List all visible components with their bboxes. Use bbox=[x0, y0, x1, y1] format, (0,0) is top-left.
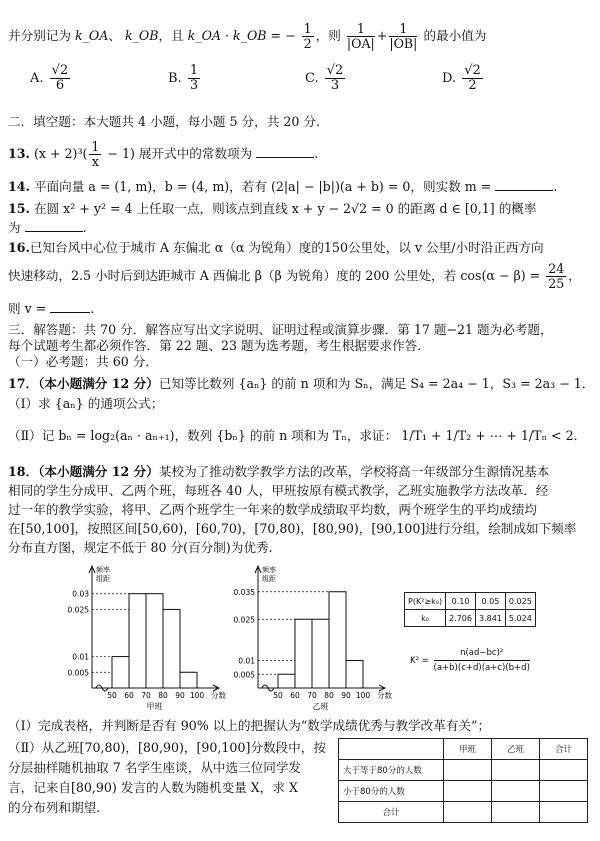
q17-part2-text: （Ⅱ）记 bₙ = log₂(aₙ · aₙ₊₁)，数列 {bₙ} 的前 n 项和为 Tₙ，求证： bbox=[8, 428, 398, 443]
x-tick-label: 50 bbox=[273, 691, 283, 700]
table-cell-input[interactable] bbox=[540, 781, 588, 802]
table-cell-input[interactable] bbox=[444, 781, 492, 802]
q17-text: 已知等比数列 {aₙ} 的前 n 项和为 Sₙ，满足 S₄ = 2a₄ − 1，S₃ = 2a₃ − 1． bbox=[158, 376, 595, 391]
option-den: 6 bbox=[55, 78, 65, 93]
x-tick-label: 70 bbox=[141, 691, 151, 700]
q16-line1 bbox=[8, 240, 594, 256]
k-cell: 2.706 bbox=[446, 610, 476, 627]
q12-stem-a: 并分别记为 bbox=[8, 28, 71, 43]
k-cell: 0.025 bbox=[505, 593, 535, 610]
q18-line4: 在[50,100]，按照区间[50,60)，[60,70)，[70,80)，[80,90)，[90,100]进行分组，绘制成如下频率 bbox=[8, 521, 577, 536]
q16-text-3: 则 v = bbox=[8, 301, 47, 316]
q12-k-oa: k_OA bbox=[74, 28, 109, 43]
section2-heading: 二．填空题：本大题共 4 小题，每小题 5 分，共 20 分. bbox=[8, 114, 320, 129]
q12-frac1 bbox=[347, 22, 375, 51]
q13-number: 13. bbox=[8, 146, 30, 161]
q14-number: 14. bbox=[8, 179, 30, 194]
q16-line2: 快速移动，2.5 小时后到达距城市 A 西偏北 β（β 为锐角）度的 200 公里处，若 cos(α − β) = $\frac{24}{25}$ ， bbox=[8, 261, 581, 291]
k-table-row bbox=[405, 593, 536, 610]
x-tick-label: 90 bbox=[175, 691, 185, 700]
y-label: 频率 bbox=[262, 566, 276, 574]
q12-k-ob: k_OB bbox=[124, 28, 159, 43]
x-label: 分数 bbox=[211, 691, 226, 700]
k-cell: 5.024 bbox=[505, 610, 535, 627]
y-tick-label: 0.025 bbox=[67, 605, 89, 615]
histogram-bar bbox=[346, 661, 363, 689]
q15-text: 在圆 x² + y² = 4 上任取一点，则该点到直线 x + y − 2√2 = 0 的距离 d ∈ [0,1] 的概率 bbox=[33, 201, 537, 216]
histogram-bar bbox=[312, 619, 329, 688]
q18-part1: （Ⅰ）完成表格，并判断是否有 90% 以上的把握认为“数学成绩优秀与教学改革有关”； bbox=[8, 718, 491, 733]
q12-stem-b: ，且 bbox=[158, 28, 184, 43]
k-cell: 3.841 bbox=[475, 610, 505, 627]
formula-lhs: K² = bbox=[410, 656, 429, 666]
k-square-table bbox=[404, 592, 536, 627]
y-tick-label: 0.01 bbox=[238, 656, 255, 666]
table-row bbox=[339, 781, 588, 802]
q12-option-b bbox=[168, 64, 202, 93]
formula-num: n(ad−bc)² bbox=[434, 646, 530, 661]
q15-text-2: 为 bbox=[8, 220, 21, 235]
histogram-bar bbox=[278, 674, 295, 688]
y-label: 组距 bbox=[96, 575, 110, 583]
q12-stem: 并分别记为 k_OA、 k_OB，且 k_OA · k_OB = − $\frac{1}{2}$ ，则 $\frac{1}{|OA|}$ + $\frac{1}{|OB|}$ 的最小值为 bbox=[8, 21, 487, 51]
q12-stem-d: 的最小值为 bbox=[423, 28, 487, 43]
y-label: 频率 bbox=[96, 566, 110, 574]
table-row-label: 合计 bbox=[339, 802, 444, 823]
q15-number: 15. bbox=[8, 201, 30, 216]
table-cell-input[interactable] bbox=[492, 760, 540, 781]
q16-text-2: 快速移动，2.5 小时后到达距城市 A 西偏北 β（β 为锐角）度的 200 公里处，若 cos(α − β) = bbox=[8, 268, 541, 283]
q12-product: k_OA · k_OB = − bbox=[187, 28, 296, 43]
q12-half-den: 2 bbox=[303, 36, 312, 51]
x-tick-label: 60 bbox=[290, 691, 300, 700]
option-num: √2 bbox=[464, 63, 481, 78]
q16-number: 16. bbox=[8, 240, 30, 255]
q14: 14. 平面向量 a = (1, m)，b = (4, m)，若有 (2|a| − |b|)(a + b) = 0，则实数 m = . bbox=[8, 179, 558, 194]
q16-line3: 则 v = . bbox=[8, 301, 95, 316]
k-cell: 0.05 bbox=[475, 593, 505, 610]
q13-frac-den: x bbox=[91, 154, 99, 169]
q14-answer-blank[interactable] bbox=[495, 178, 553, 191]
q13-text-b: − 1) 展开式中的常数项为 bbox=[103, 146, 253, 161]
q17-stem bbox=[8, 376, 594, 392]
q18-part2-line2: 分层抽样随机抽取 7 名学生座谈，从中选三位同学发 bbox=[8, 760, 302, 775]
q17-part2 bbox=[8, 428, 594, 444]
contingency-table bbox=[338, 738, 588, 823]
q17-part2-sum: 1/T₁ + 1/T₂ + ⋯ + 1/Tₙ < 2． bbox=[401, 428, 587, 443]
q18-line5: 分布直方图，规定不低于 80 分(百分制)为优秀. bbox=[8, 540, 273, 555]
q13-text-a: (x + 2)³( bbox=[33, 146, 88, 161]
x-tick-label: 90 bbox=[341, 691, 351, 700]
histogram-class-b bbox=[228, 560, 400, 710]
table-row-label: 大于等于80分的人数 bbox=[339, 760, 444, 781]
q18-text-1: 某校为了推动数学教学方法的改革，学校将高一年级部分生源情况基本 bbox=[158, 464, 550, 479]
q12-frac1-num: 1 bbox=[347, 22, 375, 37]
q14-text: 平面向量 a = (1, m)，b = (4, m)，若有 (2|a| − |b|)(a + b) = 0，则实数 m = bbox=[33, 179, 492, 194]
q18-line1 bbox=[8, 464, 594, 480]
y-label: 组距 bbox=[262, 575, 276, 583]
q16-frac-den: 25 bbox=[548, 276, 565, 291]
x-tick-label: 50 bbox=[107, 691, 117, 700]
table-cell-input[interactable] bbox=[444, 802, 492, 823]
x-label: 分数 bbox=[377, 691, 392, 700]
q18-line2: 相同的学生分成甲、乙两个班，每班各 40 人，甲班按原有模式教学，乙班实施教学方法改革．经 bbox=[8, 483, 549, 498]
q18-part2-line3: 言，记来自[80,90) 发言的人数为随机变量 X，求 X bbox=[8, 780, 298, 795]
option-num: √2 bbox=[51, 63, 69, 78]
y-tick-label: 0.035 bbox=[233, 587, 255, 597]
table-cell-input[interactable] bbox=[444, 760, 492, 781]
table-cell-input[interactable] bbox=[492, 802, 540, 823]
histogram-bar bbox=[129, 594, 146, 688]
q12-half bbox=[302, 22, 314, 51]
y-tick-label: 0.03 bbox=[72, 589, 89, 599]
option-num: 1 bbox=[189, 63, 199, 78]
table-row bbox=[339, 802, 588, 823]
x-tick-label: 70 bbox=[307, 691, 317, 700]
table-cell-input[interactable] bbox=[540, 760, 588, 781]
q13-answer-blank[interactable] bbox=[256, 145, 314, 158]
x-tick-label: 100 bbox=[189, 691, 205, 700]
q13-frac bbox=[89, 140, 101, 169]
histogram-class-a bbox=[62, 560, 232, 710]
q12-frac2-den: |OB| bbox=[389, 36, 418, 51]
k-table-row bbox=[405, 610, 536, 627]
option-label: C. bbox=[305, 71, 319, 86]
q18-head: 18．（本小题满分 12 分） bbox=[8, 464, 159, 479]
histogram-bar bbox=[146, 594, 163, 688]
k-square-formula bbox=[410, 646, 532, 675]
q12-option-c bbox=[305, 64, 347, 93]
q18-part2-line4: 的分布列和期望. bbox=[8, 800, 101, 815]
table-row-label: 小于80分的人数 bbox=[339, 781, 444, 802]
q18-part2-line1: （Ⅱ）从乙班[70,80)，[80,90)，[90,100]分数段中，按 bbox=[8, 740, 326, 755]
table-cell-input[interactable] bbox=[492, 781, 540, 802]
q17-head: 17．（本小题满分 12 分） bbox=[8, 376, 159, 391]
histogram-bar bbox=[295, 619, 312, 688]
y-tick-label: 0.005 bbox=[67, 668, 89, 678]
q16-text-1: 已知台风中心位于城市 A 东偏北 α（α 为锐角）度的150公里处，以 v 公里/小时沿正西方向 bbox=[29, 240, 544, 255]
histogram-bar bbox=[329, 592, 346, 688]
q12-frac2-num: 1 bbox=[389, 22, 417, 37]
chart-title: 乙班 bbox=[312, 702, 329, 710]
q16-frac bbox=[546, 262, 566, 291]
histogram-bar bbox=[163, 609, 180, 688]
table-cell-input[interactable] bbox=[540, 802, 588, 823]
section3-line2: 每个试题考生都必须作答．第 22 题、23 题为选考题，考生根据要求作答． bbox=[8, 338, 430, 353]
y-tick-label: 0.025 bbox=[233, 615, 255, 625]
x-tick-label: 80 bbox=[324, 691, 334, 700]
q16-answer-blank[interactable] bbox=[50, 300, 90, 313]
option-label: A. bbox=[30, 71, 44, 86]
option-den: 3 bbox=[189, 78, 199, 93]
k-cell: P(K²≥k₀) bbox=[405, 593, 446, 610]
q12-stem-c: ，则 bbox=[315, 28, 341, 43]
q15-line2: 为 . bbox=[8, 220, 87, 235]
table-cell bbox=[339, 739, 444, 760]
q15-line1 bbox=[8, 201, 594, 217]
q15-answer-blank[interactable] bbox=[25, 219, 83, 232]
q12-option-a bbox=[30, 64, 72, 93]
option-den: 2 bbox=[468, 78, 477, 93]
q12-half-num: 1 bbox=[303, 21, 312, 36]
formula-den: (a+b)(c+d)(a+c)(b+d) bbox=[433, 663, 530, 673]
histogram-bar bbox=[112, 657, 129, 688]
option-label: D. bbox=[442, 71, 457, 86]
k-cell: k₀ bbox=[405, 610, 446, 627]
section3-line1: 三．解答题：共 70 分．解答应写出文字说明、证明过程或演算步骤．第 17 题−21 题为必考题， bbox=[8, 322, 553, 337]
option-den: 3 bbox=[330, 78, 340, 93]
x-tick-label: 80 bbox=[158, 691, 168, 700]
q16-frac-num: 24 bbox=[548, 261, 565, 276]
histogram-bar bbox=[180, 672, 197, 688]
table-row bbox=[339, 739, 588, 760]
table-header-cell: 乙班 bbox=[492, 739, 540, 760]
q13: 13. (x + 2)³( $\frac{1}{x}$ − 1) 展开式中的常数项为 . bbox=[8, 139, 319, 169]
table-header-cell: 合计 bbox=[540, 739, 588, 760]
q12-option-d bbox=[442, 64, 485, 93]
q12-frac2 bbox=[389, 22, 417, 51]
table-header-cell: 甲班 bbox=[444, 739, 492, 760]
y-tick-label: 0.01 bbox=[72, 652, 89, 662]
x-tick-label: 60 bbox=[124, 691, 134, 700]
chart-title: 甲班 bbox=[146, 702, 163, 710]
option-num: √2 bbox=[326, 63, 344, 78]
section3-line3: （一）必考题：共 60 分． bbox=[8, 354, 158, 369]
x-tick-label: 100 bbox=[355, 691, 371, 700]
q17-part1: （Ⅰ）求 {aₙ} 的通项公式； bbox=[8, 396, 164, 411]
y-tick-label: 0.005 bbox=[233, 670, 255, 680]
k-cell: 0.10 bbox=[446, 593, 476, 610]
table-row bbox=[339, 760, 588, 781]
q12-frac1-den: |OA| bbox=[346, 36, 375, 51]
q18-line3: 过一年的教学实验，将甲、乙两个班学生一年来的数学成绩取平均数，两个班学生的平均成绩均 bbox=[8, 502, 537, 517]
option-label: B. bbox=[168, 71, 182, 86]
q13-frac-num: 1 bbox=[91, 139, 100, 154]
